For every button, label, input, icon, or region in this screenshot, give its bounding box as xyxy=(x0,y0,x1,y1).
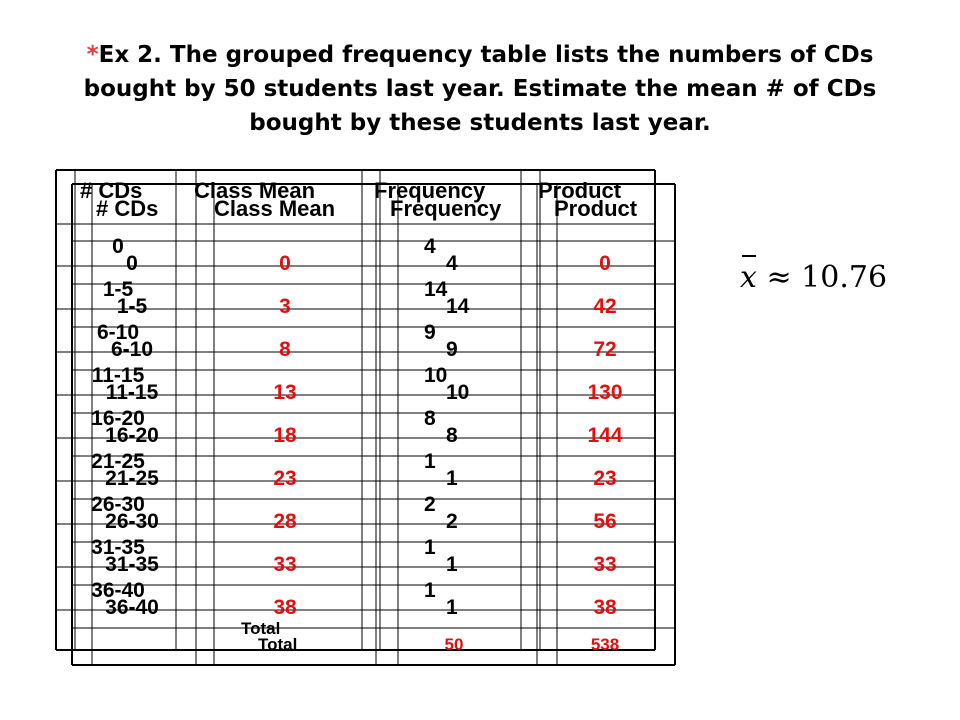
product-cell: 72 xyxy=(593,338,617,361)
ghost-cds-cell: 36-40 xyxy=(91,579,145,602)
header-class_mean: Class Mean xyxy=(214,196,336,221)
ghost-total-label: Total xyxy=(241,619,281,638)
class-mean-cell: 13 xyxy=(273,381,297,404)
header-cds: # CDs xyxy=(96,196,159,221)
mean-value: 10.76 xyxy=(801,260,888,295)
header-frequency: Frequency xyxy=(390,196,502,221)
frequency-cell: 8 xyxy=(446,424,458,447)
ghost-frequency-cell: 9 xyxy=(424,321,436,344)
product-cell: 130 xyxy=(587,381,623,404)
ghost-cds-cell: 6-10 xyxy=(96,321,140,344)
ghost-frequency-cell: 1 xyxy=(424,579,436,602)
total-frequency: 50 xyxy=(444,635,464,654)
x-bar-symbol: x xyxy=(740,258,757,298)
ghost-cds-cell: 11-15 xyxy=(91,364,145,387)
product-cell: 0 xyxy=(599,252,611,275)
frequency-cell: 1 xyxy=(446,467,458,490)
title-star: * xyxy=(86,42,99,68)
class-mean-cell: 23 xyxy=(273,467,297,490)
ghost-cds-cell: 16-20 xyxy=(91,407,145,430)
ghost-header-cds: # CDs xyxy=(80,178,143,203)
cds-cell: 36-40 xyxy=(105,596,159,619)
class-mean-cell: 33 xyxy=(273,553,297,576)
ghost-frequency-cell: 1 xyxy=(424,450,436,473)
frequency-cell: 1 xyxy=(446,596,458,619)
cds-cell: 26-30 xyxy=(105,510,159,533)
frequency-cell: 10 xyxy=(446,381,470,404)
ghost-header-product: Product xyxy=(538,178,622,203)
cds-cell: 16-20 xyxy=(105,424,159,447)
ghost-frequency-cell: 14 xyxy=(424,278,448,301)
cds-cell: 31-35 xyxy=(105,553,159,576)
frequency-cell: 2 xyxy=(446,510,458,533)
product-cell: 38 xyxy=(593,596,617,619)
frequency-cell: 1 xyxy=(446,553,458,576)
ghost-cds-cell: 31-35 xyxy=(91,536,145,559)
product-cell: 56 xyxy=(593,510,617,533)
class-mean-cell: 3 xyxy=(279,295,291,318)
cds-cell: 0 xyxy=(126,252,138,275)
ghost-cds-cell: 21-25 xyxy=(91,450,145,473)
ghost-cds-cell: 0 xyxy=(112,235,124,258)
ghost-frequency-cell: 4 xyxy=(424,235,436,258)
ghost-header-class_mean: Class Mean xyxy=(194,178,316,203)
ghost-frequency-cell: 2 xyxy=(424,493,436,516)
cds-cell: 1-5 xyxy=(116,295,148,318)
cds-cell: 6-10 xyxy=(110,338,154,361)
mean-formula xyxy=(740,258,887,298)
frequency-cell: 9 xyxy=(446,338,458,361)
product-cell: 23 xyxy=(593,467,617,490)
ghost-frequency-cell: 8 xyxy=(424,407,436,430)
cds-cell: 21-25 xyxy=(105,467,159,490)
class-mean-cell: 28 xyxy=(273,510,297,533)
total-label: Total xyxy=(258,635,298,654)
ghost-frequency-cell: 10 xyxy=(424,364,448,387)
product-cell: 33 xyxy=(593,553,617,576)
total-product: 538 xyxy=(590,635,620,654)
cds-cell: 11-15 xyxy=(105,381,159,404)
ghost-cds-cell: 1-5 xyxy=(102,278,134,301)
ghost-header-frequency: Frequency xyxy=(374,178,486,203)
header-product: Product xyxy=(554,196,638,221)
class-mean-cell: 18 xyxy=(273,424,297,447)
ghost-cds-cell: 26-30 xyxy=(91,493,145,516)
product-cell: 144 xyxy=(587,424,623,447)
frequency-cell: 14 xyxy=(446,295,470,318)
approx-symbol: ≈ xyxy=(766,260,792,295)
frequency-cell: 4 xyxy=(446,252,458,275)
title-text: Ex 2. The grouped frequency table lists the numbers of CDs bought by 50 students last year. Estimate the mean # of CDs bought by these students last year. xyxy=(83,42,877,136)
ghost-frequency-cell: 1 xyxy=(424,536,436,559)
product-cell: 42 xyxy=(593,295,617,318)
class-mean-cell: 8 xyxy=(279,338,291,361)
class-mean-cell: 0 xyxy=(279,252,291,275)
class-mean-cell: 38 xyxy=(273,596,297,619)
